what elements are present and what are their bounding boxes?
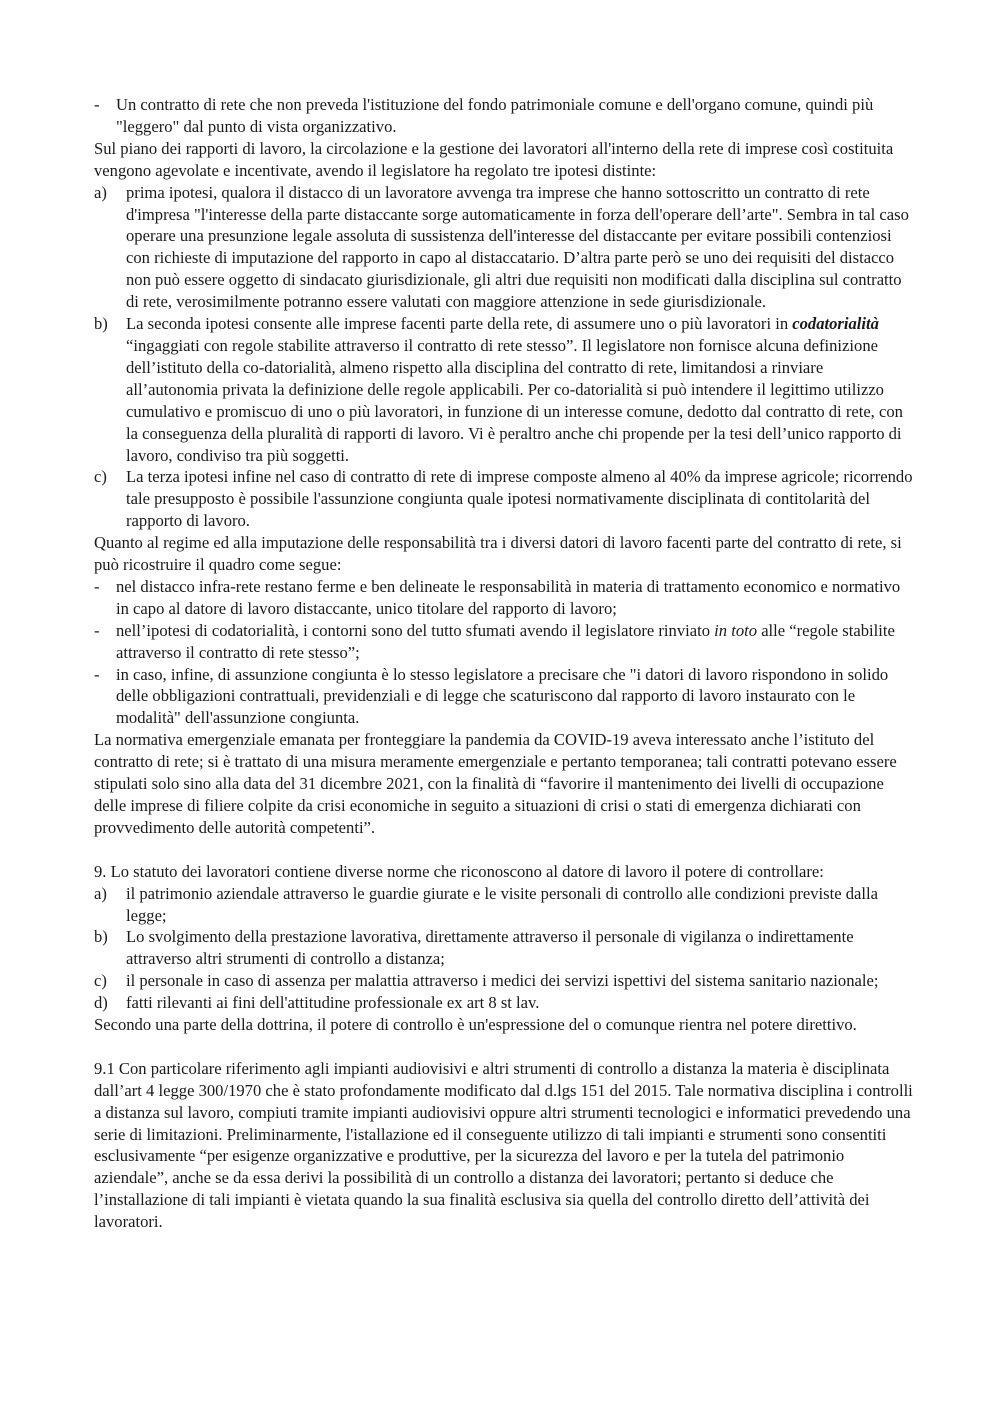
list-item-text — [126, 313, 914, 466]
section-9-1-paragraph: 9.1 Con particolare riferimento agli impianti audiovisivi e altri strumenti di controllo a distanza la materia è disciplinata dall’art 4 legge 300/1970 che è stato profondamente modificato dal d.lgs 151 del 2015. Tale normativa disciplina i controlli a distanza sul lavoro, compiuti tramite impianti audiovisivi oppure altri strumenti tecnologici e informatici prevedendo una serie di limitazioni. Preliminarmente, l'istallazione ed il conseguente utilizzo di tali impianti e strumenti sono consentiti esclusivamente “per esigenze organizzative e produttive, per la sicurezza del lavoro e per la tutela del patrimonio aziendale”, anche se da essa derivi la possibilità di un controllo a distanza dei lavoratori; pertanto si deduce che l’installazione di tali impianti è vietata quando la sua finalità esclusiva sia quella del controllo diretto dell’attività dei lavoratori. — [94, 1058, 913, 1232]
list-item-text: prima ipotesi, qualora il distacco di un lavoratore avvenga tra imprese che hanno sottoscritto un contratto di rete d'impresa "l'interesse della parte distaccante sorge automaticamente in forza dell'operare dell’arte". Sembra in tal caso operare una presunzione legale assoluta di sussistenza dell'interesse del distaccante per evitare possibili contenziosi con richieste di imputazione del rapporto in capo al distaccatario. D’altra parte però se uno dei requisiti del distacco non può essere oggetto di sindacato giurisdizionale, gli altri due requisiti non modificati dalla disciplina sul contratto di rete, verosimilmente potranno essere valutati con maggiore attenzione in sede giurisdizionale. — [126, 182, 909, 312]
list-item — [94, 664, 914, 730]
list-item-text: in caso, infine, di assunzione congiunta è lo stesso legislatore a precisare che "i datori di lavoro rispondono in solido delle obbligazioni contrattuali, previdenziali e di legge che scaturiscono dal rapporto di lavoro instaurato con le modalità" dell'assunzione congiunta. — [116, 664, 889, 728]
list-marker: b) — [94, 927, 108, 947]
list-marker: c) — [94, 467, 107, 487]
list-item-text: La terza ipotesi infine nel caso di contratto di rete di imprese composte almeno al 40% da imprese agricole; ricorrendo tale presupposto è possibile l'assunzione congiunta quale ipotesi normativamente disciplinata di contitolarità del rapporto di lavoro. — [126, 467, 913, 531]
list-marker: b) — [94, 314, 108, 334]
list-item — [94, 926, 914, 970]
list-item — [94, 182, 914, 313]
paragraph: Quanto al regime ed alla imputazione delle responsabilità tra i diversi datori di lavoro facenti parte del contratto di rete, si può ricostruire il quadro come segue: — [94, 533, 902, 575]
list-item-text: il personale in caso di assenza per malattia attraverso i medici dei servizi ispettivi del sistema sanitario nazionale; — [126, 971, 879, 991]
paragraph: Secondo una parte della dottrina, il potere di controllo è un'espressione del o comunque rientra nel potere direttivo. — [94, 1015, 857, 1035]
list-marker: a) — [94, 883, 107, 903]
blank-line — [94, 839, 914, 861]
list-marker: - — [94, 620, 100, 640]
emphasis-text: in toto — [714, 620, 758, 640]
text-run: La seconda ipotesi consente alle imprese facenti parte della rete, di assumere uno o più lavoratori in — [126, 314, 793, 334]
paragraph: Sul piano dei rapporti di lavoro, la circolazione e la gestione dei lavoratori all'interno della rete di imprese così costituita vengono agevolate e incentivate, avendo il legislatore ha regolato tre ipotesi distinte: — [94, 138, 894, 180]
list-item — [94, 992, 914, 1014]
list-item — [94, 466, 914, 532]
blank-line — [94, 1036, 914, 1058]
list-item-text: nel distacco infra-rete restano ferme e ben delineate le responsabilità in materia di trattamento economico e normativo in capo al datore di lavoro distaccante, unico titolare del rapporto di lavoro; — [116, 576, 901, 618]
list-marker: - — [94, 576, 100, 596]
paragraph: La normativa emergenziale emanata per fronteggiare la pandemia da COVID-19 aveva interessato anche l’istituto del contratto di rete; si è trattato di una misura meramente emergenziale e pertanto temporanea; tali contratti potevano essere stipulati solo sino alla data del 31 dicembre 2021, con la finalità di “favorire il mantenimento dei livelli di occupazione delle imprese di filiere colpite da crisi economiche in seguito a situazioni di crisi o stati di emergenza dichiarati con provvedimento delle autorità competenti”. — [94, 730, 897, 837]
list-item-text: il patrimonio aziendale attraverso le guardie giurate e le visite personali di controllo alle condizioni previste dalla legge; — [126, 883, 878, 925]
emphasis-text: codatorialità — [792, 314, 879, 334]
list-marker: a) — [94, 182, 107, 202]
list-item — [94, 883, 914, 927]
text-run: alle “regole stabilite attraverso il contratto di rete stesso”; — [116, 620, 895, 662]
list-item — [94, 313, 914, 466]
list-item — [94, 970, 914, 992]
text-run: nell’ipotesi di codatorialità, i contorni sono del tutto sfumati avendo il legislatore rinviato — [116, 620, 715, 640]
list-item-text: fatti rilevanti ai fini dell'attitudine professionale ex art 8 st lav. — [126, 993, 540, 1013]
list-marker: - — [94, 664, 100, 684]
list-item-text: Un contratto di rete che non preveda l'istituzione del fondo patrimoniale comune e dell'organo comune, quindi più "leggero" dal punto di vista organizzativo. — [116, 95, 874, 136]
list-item-text: Lo svolgimento della prestazione lavorativa, direttamente attraverso il personale di vigilanza o indirettamente attraverso altri strumenti di controllo a distanza; — [126, 927, 854, 969]
text-run: “ingaggiati con regole stabilite attraverso il contratto di rete stesso”. Il legislatore non fornisce alcuna definizione dell’istituto della co-datorialità, almeno rispetto alla disciplina del contratto di rete, limitandosi a rinviare all’autonomia privata la definizione delle regole applicabili. Per co-datorialità si può intendere il legittimo utilizzo cumulativo e promiscuo di uno o più lavoratori, in funzione di un interesse comune, dedotto dal contratto di rete, con la conseguenza della pluralità di rapporti di lavoro. Vi è peraltro anche chi propende per la tesi dell’unico rapporto di lavoro, condiviso tra più soggetti. — [126, 335, 903, 465]
list-item — [94, 94, 914, 138]
list-item — [94, 620, 914, 664]
list-marker: c) — [94, 971, 107, 991]
list-marker: d) — [94, 993, 108, 1013]
list-item-text — [116, 620, 914, 664]
list-marker: - — [94, 95, 100, 114]
list-item — [94, 576, 914, 620]
section-9-intro: 9. Lo statuto dei lavoratori contiene diverse norme che riconoscono al datore di lavoro il potere di controllare: — [94, 861, 824, 881]
document-page — [94, 94, 914, 1233]
